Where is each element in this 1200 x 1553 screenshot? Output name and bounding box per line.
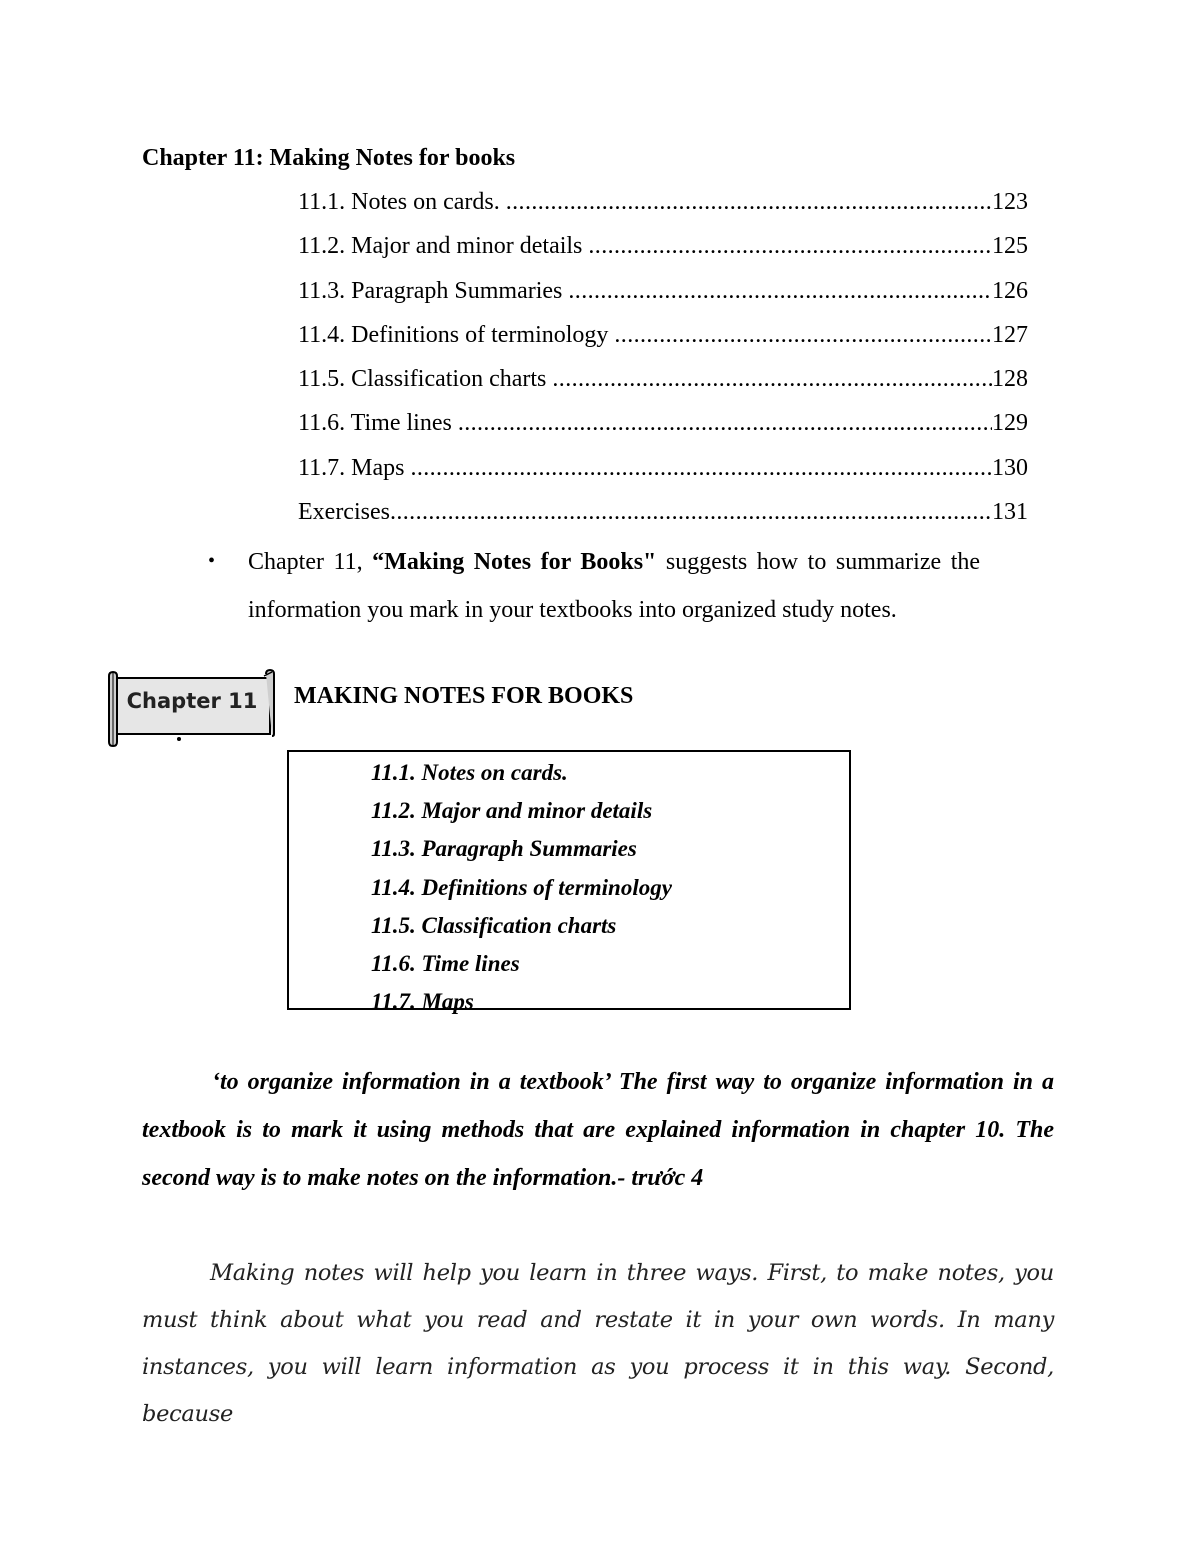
toc-entry-label: 11.5. Classification charts [298,366,547,393]
topic-item: 11.4. Definitions of terminology [371,874,672,900]
toc-entry-label: 11.4. Definitions of terminology [298,321,609,348]
toc-entry [298,407,1028,451]
topic-item: 11.7. Maps [371,989,474,1015]
toc-entry-label: 11.6. Time lines [298,410,452,437]
toc-leader-dots [390,496,992,528]
toc-entry-page: 130 [992,454,1028,481]
toc-leader-dots [552,363,992,395]
topic-item: 11.6. Time lines [371,950,520,976]
chapter-summary-text [248,538,980,634]
toc-entry-page: 131 [992,499,1028,526]
toc-entry [298,496,1028,540]
toc-leader-dots [588,230,992,262]
chapter-scroll-banner [106,668,274,746]
topic-item: 11.3. Paragraph Summaries [371,836,637,862]
topic-item: 11.2. Major and minor details [371,798,653,824]
toc-leader-dots [458,407,992,439]
intro-bold-paragraph: ‘to organize information in a textbook’ The first way to organize information in a textbook is to mark it using methods that are explained information in chapter 10. The second way is to make notes on the information.- trước 4 [142,1069,1054,1191]
body-paragraph: Making notes will help you learn in three ways. First, to make notes, you must think about what you read and restate it in your own words. In many instances, you will learn information as you process it in this way. Second, because [142,1260,1054,1427]
toc-entry-label: 11.3. Paragraph Summaries [298,277,563,304]
toc-entry-page: 127 [992,321,1028,348]
topic-item: 11.1. Notes on cards. [371,760,568,785]
toc-leader-dots [410,452,992,484]
toc-entry [298,452,1028,496]
toc-entry [298,275,1028,319]
toc-entry-label: 11.1. Notes on cards. [298,189,500,215]
topic-item: 11.5. Classification charts [371,912,617,938]
toc-leader-dots [506,186,992,218]
toc-entry-page: 128 [992,366,1028,393]
toc-entry-page: 126 [992,277,1028,304]
table-of-contents [298,186,1028,540]
topic-list [371,754,672,1021]
topic-outline-box [287,750,851,1015]
toc-entry-label: 11.7. Maps [298,454,405,481]
toc-leader-dots [568,275,992,307]
summary-prefix: Chapter 11, [248,549,373,575]
bullet-icon: • [208,550,216,572]
toc-entry-label: Exercises [298,499,390,526]
chapter-heading: Chapter 11: Making Notes for books [142,145,516,171]
section-title: MAKING NOTES FOR BOOKS [294,683,634,709]
toc-entry [298,363,1028,407]
toc-entry [298,186,1028,230]
toc-entry-page: 129 [992,410,1028,437]
toc-entry-page: 123 [992,189,1028,215]
summary-suffix: suggests how to summarize the information you mark in your textbooks into organized study notes. [248,549,981,623]
toc-entry-label: 11.2. Major and minor details [298,233,583,260]
toc-leader-dots [614,319,992,351]
toc-entry [298,230,1028,274]
summary-book-title: “Making Notes for Books" [372,549,657,575]
chapter-banner-label: Chapter 11 [126,689,258,713]
toc-entry [298,319,1028,363]
toc-entry-page: 125 [992,233,1028,260]
